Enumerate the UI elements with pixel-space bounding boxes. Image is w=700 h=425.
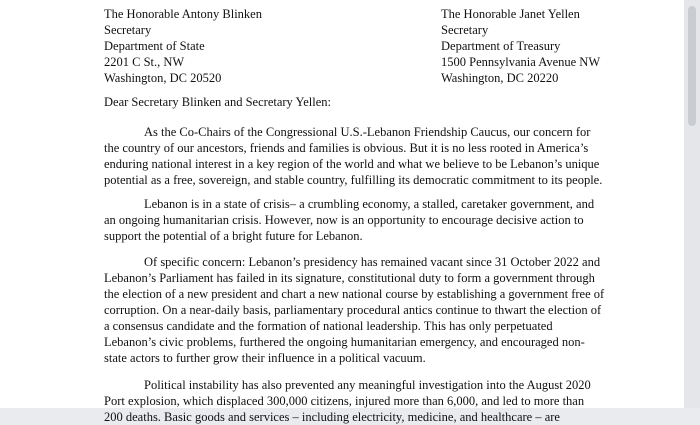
body-paragraph	[104, 254, 604, 366]
paragraph-line: Port explosion, which displaced 300,000 citizens, injured more than 6,000, and led to more than	[104, 394, 585, 408]
paragraph-line: the election of a new president and chart a new national course by establishing a government free of	[104, 287, 605, 301]
address-line: The Honorable Antony Blinken	[104, 7, 262, 21]
address-line: The Honorable Janet Yellen	[441, 7, 580, 21]
paragraph-line: support the potential of a bright future for Lebanon.	[104, 229, 363, 243]
address-line: Department of Treasury	[441, 39, 561, 53]
paragraph-line: Lebanon’s civic problems, furthered the ongoing humanitarian emergency, and encouraged non-	[104, 335, 585, 349]
scrollbar-thumb[interactable]	[688, 6, 696, 126]
recipient-address-yellen	[441, 6, 600, 86]
paragraph-line: 200 deaths. Basic goods and services – including electricity, medicine, and healthcare – are	[104, 410, 560, 424]
address-line: Department of State	[104, 39, 205, 53]
address-line: Washington, DC 20220	[441, 71, 559, 85]
address-line: Washington, DC 20520	[104, 71, 222, 85]
paragraph-line: an ongoing humanitarian crisis. However, now is an opportunity to encourage decisive action to	[104, 213, 584, 227]
body-paragraph	[104, 196, 604, 244]
paragraph-line: a consensus candidate and the formation of national leadership. This has only perpetuated	[104, 319, 553, 333]
salutation: Dear Secretary Blinken and Secretary Yellen:	[104, 95, 332, 109]
paragraph-line: Political instability has also prevented any meaningful investigation into the August 2020	[144, 378, 591, 392]
paragraph-line: potential as a free, sovereign, and stable country, fulfilling its democratic commitment to its people.	[104, 173, 603, 187]
scrollbar-track[interactable]	[684, 0, 700, 408]
body-paragraph	[104, 377, 604, 425]
paragraph-line: corruption. On a near-daily basis, parliamentary procedural antics continue to thwart the election of	[104, 303, 602, 317]
paragraph-line: enduring national interest in a key region of the world and what we believe to be Lebanon’s unique	[104, 157, 600, 171]
paragraph-line: the country of our ancestors, friends and families is obvious. But it is no less rooted in America’s	[104, 141, 589, 155]
paragraph-line: As the Co-Chairs of the Congressional U.S.-Lebanon Friendship Caucus, our concern for	[144, 125, 591, 139]
address-line: 1500 Pennsylvania Avenue NW	[441, 55, 601, 69]
body-paragraph	[104, 124, 604, 188]
address-line: Secretary	[104, 23, 152, 37]
recipient-address-blinken	[104, 6, 262, 86]
address-line: 2201 C St., NW	[104, 55, 185, 69]
address-line: Secretary	[441, 23, 489, 37]
paragraph-line: Lebanon’s Parliament has failed in its signature, constitutional duty to form a government through	[104, 271, 595, 285]
paragraph-line: Lebanon is in a state of crisis– a crumbling economy, a stalled, caretaker government, and	[144, 197, 595, 211]
paragraph-line: Of specific concern: Lebanon’s presidency has remained vacant since 31 October 2022 and	[144, 255, 601, 269]
paragraph-line: state actors to further grow their influence in a political vacuum.	[104, 351, 426, 365]
